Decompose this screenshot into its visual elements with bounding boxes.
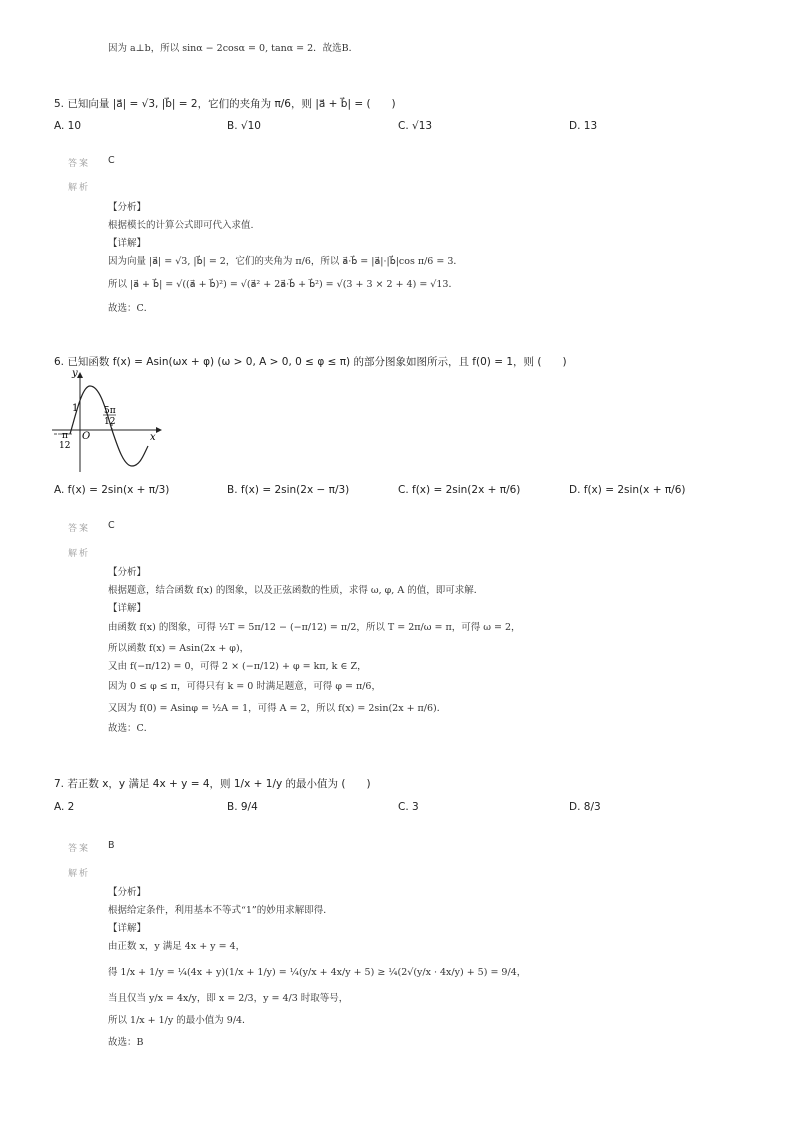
sine-graph-figure xyxy=(52,368,172,472)
q6-option-b: B. f(x) = 2sin(2x − π/3) xyxy=(227,484,350,496)
q5-analysis-line: 根据模长的计算公式即可代入求值. xyxy=(108,220,254,231)
q6-detail-line: 由函数 f(x) 的图象，可得 ½T = 5π/12 − (−π/12) = π/2，所以 T = 2π/ω = π，可得 ω = 2， xyxy=(108,622,521,633)
q7-option-d: D. 8/3 xyxy=(569,801,601,813)
q7-option-a: A. 2 xyxy=(54,801,75,813)
q7-analysis-label: 解析 xyxy=(68,869,91,879)
q6-option-a: A. f(x) = 2sin(x + π/3) xyxy=(54,484,170,496)
x-axis-arrow xyxy=(156,427,162,433)
q5-conclusion: 故选：C． xyxy=(108,303,154,314)
q6-analysis-heading: 【分析】 xyxy=(108,567,147,578)
q7-answer: B xyxy=(108,840,115,851)
q7-detail-line: 得 1/x + 1/y = ¼(4x + y)(1/x + 1/y) = ¼(y/x + 4x/y + 5) ≥ ¼(2√(y/x · 4x/y) + 5) = 9/4， xyxy=(108,967,527,978)
q7-option-c: C. 3 xyxy=(398,801,419,813)
q6-detail-line: 又因为 f(0) = Asinφ = ½A = 1，可得 A = 2，所以 f(x) = 2sin(2x + π/6)． xyxy=(108,703,447,714)
q6-answer-label: 答案 xyxy=(68,524,91,534)
q6-detail-line: 又由 f(−π/12) = 0，可得 2 × (−π/12) + φ = kπ, k ∈ Z， xyxy=(108,661,367,672)
y-axis-label: y xyxy=(72,368,78,379)
q6-analysis-label: 解析 xyxy=(68,549,91,559)
q5-answer: C xyxy=(108,155,115,166)
q5-analysis-heading: 【分析】 xyxy=(108,202,147,213)
q6-analysis-line: 根据题意，结合函数 f(x) 的图象，以及正弦函数的性质，求得 ω, φ, A 的值，即可求解． xyxy=(108,585,484,596)
q7-detail-line: 所以 1/x + 1/y 的最小值为 9/4． xyxy=(108,1015,252,1026)
q6-answer: C xyxy=(108,520,115,531)
q7-detail-heading: 【详解】 xyxy=(108,923,147,934)
q6-conclusion: 故选：C． xyxy=(108,723,154,734)
tick-neg-pi-num: π xyxy=(62,431,68,441)
q5-option-b: B. √10 xyxy=(227,120,261,132)
q5-option-a: A. 10 xyxy=(54,120,82,132)
tick-neg-pi-den: 12 xyxy=(59,441,71,451)
y-tick-1: 1 xyxy=(72,403,79,414)
question-6-stem: 6. 已知函数 f(x) = Asin(ωx + φ) (ω > 0, A > 0, 0 ≤ φ ≤ π) 的部分图象如图所示，且 f(0) = 1，则 ( ) xyxy=(54,356,567,368)
q6-option-c: C. f(x) = 2sin(2x + π/6) xyxy=(398,484,521,496)
x-axis-label: x xyxy=(150,432,156,443)
q5-detail-heading: 【详解】 xyxy=(108,238,147,249)
previous-solution-line: 因为 a⊥b，所以 sinα − 2cosα = 0, tanα = 2．故选B． xyxy=(108,43,359,54)
origin-label: O xyxy=(82,431,91,442)
q6-detail-line: 因为 0 ≤ φ ≤ π，可得只有 k = 0 时满足题意，可得 φ = π/6， xyxy=(108,681,381,692)
q7-option-b: B. 9/4 xyxy=(227,801,258,813)
tick-5pi-num: 5π xyxy=(104,406,116,416)
q5-analysis-label: 解析 xyxy=(68,183,91,193)
q7-analysis-line: 根据给定条件，利用基本不等式“1”的妙用求解即得． xyxy=(108,905,333,916)
q7-answer-label: 答案 xyxy=(68,844,91,854)
q7-detail-line: 由正数 x，y 满足 4x + y = 4， xyxy=(108,941,246,952)
question-5-stem: 5. 已知向量 |a⃗| = √3, |b⃗| = 2，它们的夹角为 π/6，则 |a⃗ + b⃗| = ( ) xyxy=(54,98,396,110)
y-axis-arrow xyxy=(77,372,83,378)
q7-conclusion: 故选：B xyxy=(108,1037,144,1048)
q6-option-d: D. f(x) = 2sin(x + π/6) xyxy=(569,484,686,496)
q5-option-c: C. √13 xyxy=(398,120,433,132)
q7-analysis-heading: 【分析】 xyxy=(108,887,147,898)
q5-option-d: D. 13 xyxy=(569,120,598,132)
tick-5pi-den: 12 xyxy=(104,417,116,427)
q5-answer-label: 答案 xyxy=(68,159,91,169)
q6-detail-heading: 【详解】 xyxy=(108,603,147,614)
q5-detail-line: 所以 |a⃗ + b⃗| = √((a⃗ + b⃗)²) = √(a⃗² + 2a⃗·b⃗ + b⃗²) = √(3 + 3 × 2 + 4) = √13． xyxy=(108,279,458,290)
q6-detail-line: 所以函数 f(x) = Asin(2x + φ)， xyxy=(108,643,250,654)
question-7-stem: 7. 若正数 x，y 满足 4x + y = 4，则 1/x + 1/y 的最小值为 ( ) xyxy=(54,778,371,790)
q7-detail-line: 当且仅当 y/x = 4x/y，即 x = 2/3，y = 4/3 时取等号， xyxy=(108,993,349,1004)
q5-detail-line: 因为向量 |a⃗| = √3, |b⃗| = 2，它们的夹角为 π/6，所以 a⃗·b⃗ = |a⃗|·|b⃗|cos π/6 = 3． xyxy=(108,256,463,267)
